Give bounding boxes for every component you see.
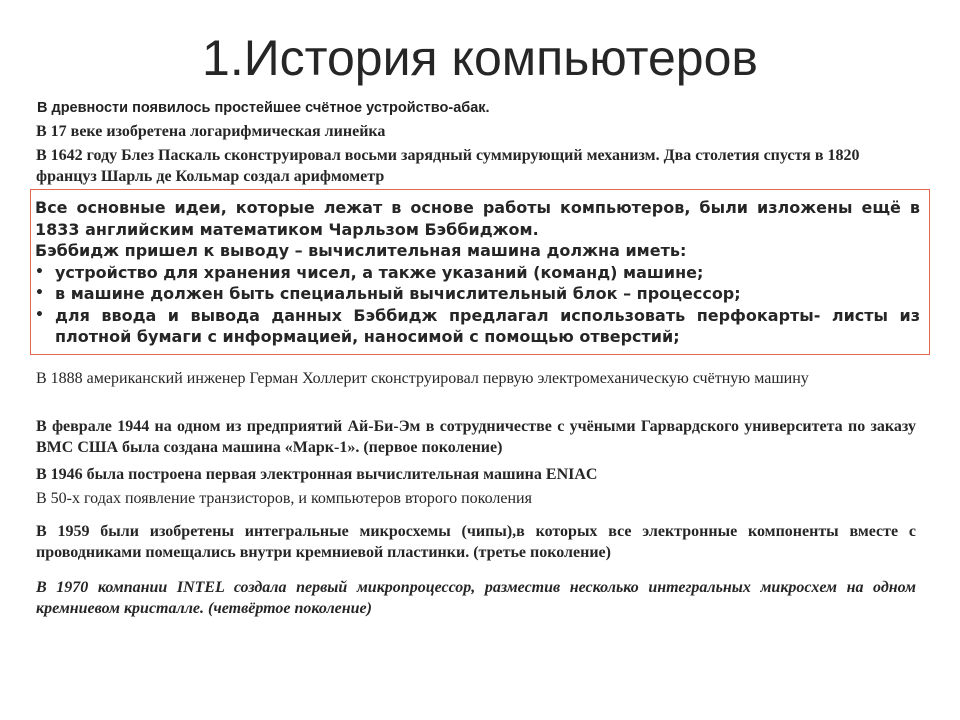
history-transistors: В 50-х годах появление транзисторов, и компьютеров второго поколения <box>36 490 532 507</box>
intro-pascal: В 1642 году Блез Паскаль сконструировал восьми зарядный суммирующий механизм. Два столетия спустя в 1820 француз Шарль де Кольмар создал арифмометр <box>36 147 860 185</box>
bullet-text: для ввода и вывода данных Бэббидж предлагал использовать перфокарты- листы из плотной бумаги с информацией, наносимой с помощью отверстий; <box>55 305 920 346</box>
bullet-text: в машине должен быть специальный вычислительный блок – процессор; <box>55 284 741 303</box>
bullet-item <box>35 283 920 305</box>
babbage-conclusion: Бэббидж пришел к выводу – вычислительная машина должна иметь: <box>35 241 687 260</box>
bullet-text: устройство для хранения чисел, а также указаний (команд) машине; <box>55 262 704 282</box>
history-chips: В 1959 были изобретены интегральные микросхемы (чипы),в которых все электронные компоненты вместе с проводниками помещались внутри кремниевой пластинки. (третье поколение) <box>36 523 916 561</box>
intro-slide-rule: В 17 веке изобретена логарифмическая линейка <box>36 123 386 140</box>
history-mark1: В феврале 1944 на одном из предприятий Ай-Би-Эм в сотрудничестве с учёными Гарвардского университета по заказу ВМС США была создана машина «Марк-1». (первое поколение) <box>36 418 916 456</box>
history-hollerith: В 1888 американский инженер Герман Холлерит сконструировал первую электромеханическую счётную машину <box>36 370 809 387</box>
history-intel: В 1970 компании INTEL создала первый микропроцессор, разместив несколько интегральных микросхем на одном кремниевом кристалле. (четвёртое поколение) <box>36 579 916 617</box>
bullet-marker: • <box>35 306 44 323</box>
bullet-marker: • <box>35 263 44 280</box>
slide-title: 1.История компьютеров <box>202 30 758 86</box>
babbage-lead: Все основные идеи, которые лежат в основе работы компьютеров, были изложены ещё в 1833 английским математиком Чарльзом Бэббиджом. <box>35 198 920 239</box>
intro-abacus: В древности появилось простейшее счётное устройство-абак. <box>37 100 490 116</box>
babbage-box-text <box>35 197 920 348</box>
history-eniac: В 1946 была построена первая электронная вычислительная машина ENIAC <box>36 466 598 483</box>
bullet-marker: • <box>35 285 44 301</box>
bullet-item <box>35 262 920 284</box>
bullet-item <box>35 305 920 348</box>
